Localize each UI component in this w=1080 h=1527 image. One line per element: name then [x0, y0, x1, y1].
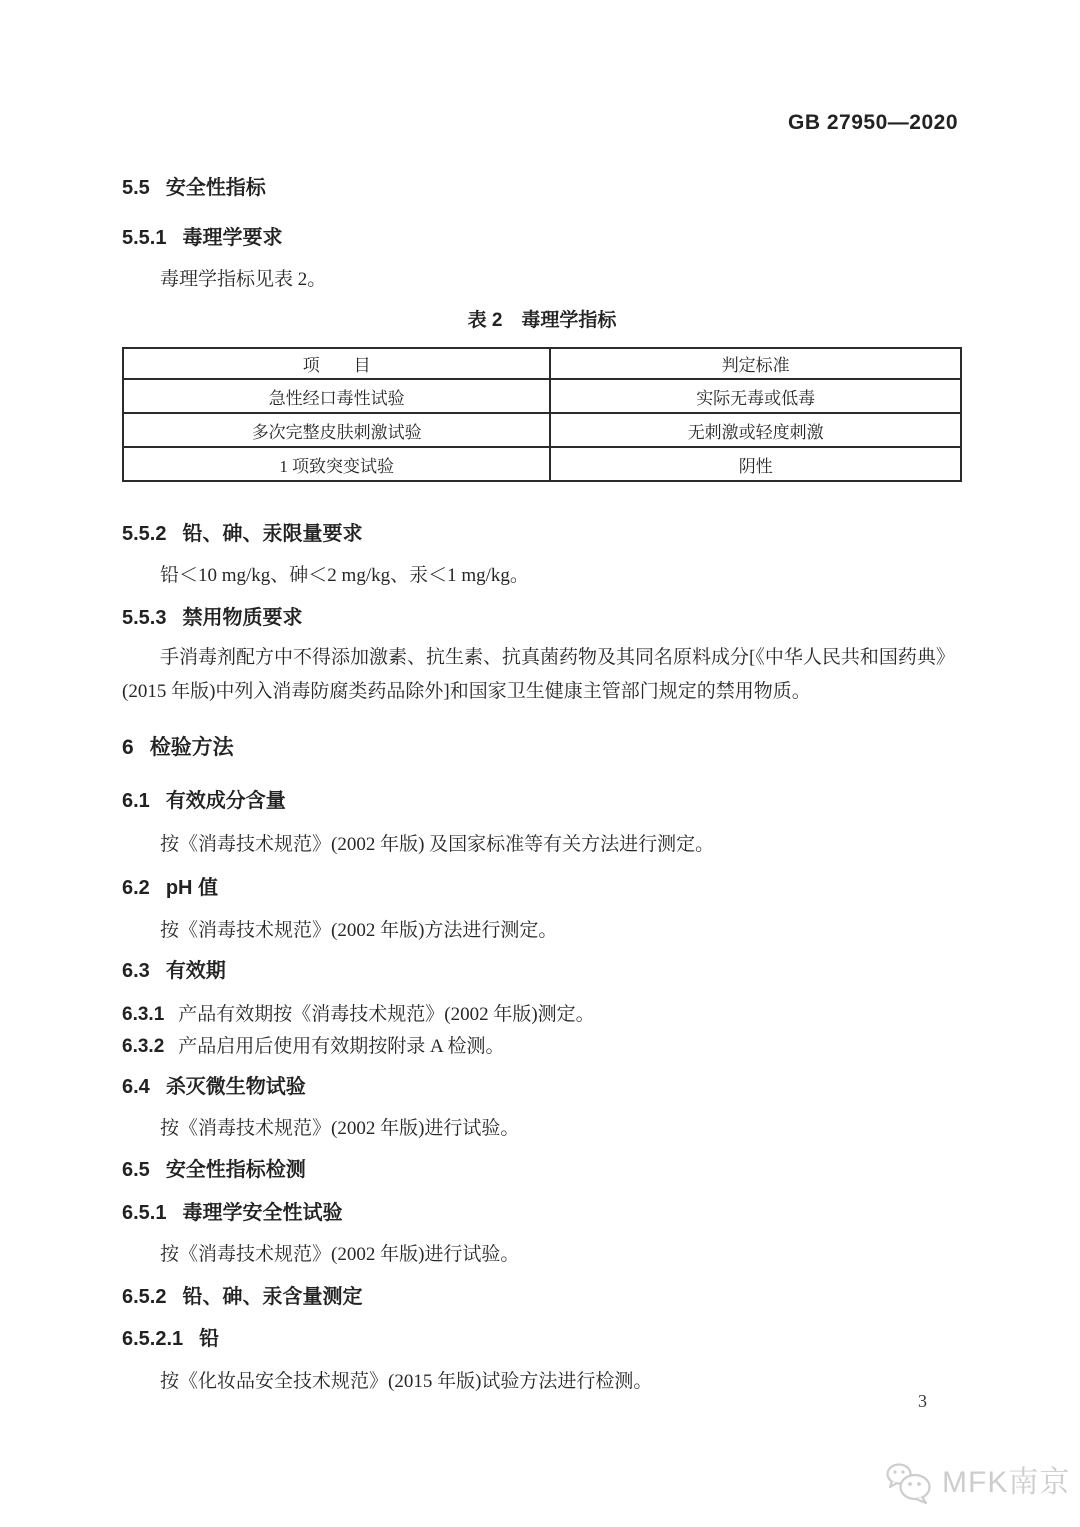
- section-heading-6-5-1: [122, 1203, 342, 1223]
- section-title: 铅: [199, 1328, 220, 1350]
- section-heading-5-5-3: [122, 608, 302, 628]
- section-title: 安全性指标: [165, 177, 266, 199]
- section-title: 杀灭微生物试验: [165, 1076, 306, 1098]
- section-number: 6: [122, 736, 134, 759]
- section-title: 安全性指标检测: [165, 1159, 306, 1181]
- page-number: 3: [918, 1391, 927, 1411]
- section-heading-6-5: [122, 1160, 306, 1180]
- section-title: 禁用物质要求: [182, 607, 303, 629]
- table-2-toxicology: [122, 347, 962, 482]
- section-title: pH 值: [165, 877, 219, 899]
- table-row: [123, 413, 961, 447]
- watermark: [884, 1460, 1070, 1506]
- paragraph-lead-test: 按《化妆品安全技术规范》(2015 年版)试验方法进行检测。: [160, 1371, 653, 1392]
- clause-text: 产品启用后使用有效期按附录 A 检测。: [178, 1036, 505, 1057]
- section-heading-5-5-1: [122, 228, 282, 248]
- section-number: 6.3: [122, 960, 150, 982]
- section-heading-6-1: [122, 791, 286, 811]
- table-header-row: [123, 348, 961, 379]
- table-row: [123, 379, 961, 413]
- clause-6-3-1: [122, 1005, 962, 1024]
- clause-text: 产品有效期按《消毒技术规范》(2002 年版)测定。: [178, 1004, 595, 1025]
- section-number: 5.5.1: [122, 227, 167, 249]
- clause-number: 6.3.1: [122, 1004, 165, 1025]
- section-title: 铅、砷、汞含量测定: [182, 1286, 363, 1308]
- table-cell: 多次完整皮肤刺激试验: [123, 413, 550, 447]
- section-title: 铅、砷、汞限量要求: [182, 523, 363, 545]
- watermark-text: MFK南京: [942, 1466, 1071, 1499]
- section-title: 检验方法: [149, 736, 234, 759]
- table-cell: 无刺激或轻度刺激: [550, 413, 961, 447]
- section-number: 5.5.2: [122, 523, 167, 545]
- section-heading-5-5: [122, 178, 266, 198]
- document-code: GB 27950—2020: [788, 111, 958, 134]
- section-number: 6.5.2: [122, 1286, 167, 1308]
- section-number: 5.5: [122, 177, 150, 199]
- table-cell: 急性经口毒性试验: [123, 379, 550, 413]
- section-number: 6.5: [122, 1159, 150, 1181]
- section-number: 6.5.2.1: [122, 1328, 184, 1350]
- table-cell: 实际无毒或低毒: [550, 379, 961, 413]
- paragraph-line: 手消毒剂配方中不得添加激素、抗生素、抗真菌药物及其同名原料成分[《中华人民共和国药典》: [160, 647, 955, 668]
- section-number: 6.4: [122, 1076, 150, 1098]
- wechat-icon: [884, 1460, 936, 1506]
- table-caption: 表 2 毒理学指标: [467, 310, 617, 331]
- clause-6-3-2: [122, 1037, 962, 1056]
- section-number: 6.5.1: [122, 1202, 167, 1224]
- section-title: 有效成分含量: [165, 790, 286, 812]
- paragraph-limits: 铅＜10 mg/kg、砷＜2 mg/kg、汞＜1 mg/kg。: [160, 565, 529, 586]
- section-title: 毒理学安全性试验: [182, 1202, 343, 1224]
- paragraph-toxicology-safety-test: 按《消毒技术规范》(2002 年版)进行试验。: [160, 1244, 520, 1265]
- table-header-criterion: 判定标准: [550, 348, 961, 379]
- clause-number: 6.3.2: [122, 1036, 165, 1057]
- section-heading-6-5-2: [122, 1287, 362, 1307]
- paragraph-prohibited-substances: [122, 641, 962, 709]
- section-number: 5.5.3: [122, 607, 167, 629]
- table-cell: 1 项致突变试验: [123, 447, 550, 481]
- section-number: 6.1: [122, 790, 150, 812]
- paragraph-line: (2015 年版)中列入消毒防腐类药品除外]和国家卫生健康主管部门规定的禁用物质。: [122, 681, 811, 702]
- section-heading-6-4: [122, 1077, 306, 1097]
- table-header-item: 项 目: [123, 348, 550, 379]
- paragraph-microbial-test: 按《消毒技术规范》(2002 年版)进行试验。: [160, 1118, 520, 1139]
- table-row: [123, 447, 961, 481]
- section-title: 毒理学要求: [182, 227, 283, 249]
- section-heading-6-3: [122, 961, 226, 981]
- paragraph-active-ingredient: 按《消毒技术规范》(2002 年版) 及国家标准等有关方法进行测定。: [160, 834, 715, 855]
- section-title: 有效期: [165, 960, 226, 982]
- section-heading-6-2: [122, 878, 218, 898]
- paragraph-ph: 按《消毒技术规范》(2002 年版)方法进行测定。: [160, 920, 558, 941]
- section-heading-5-5-2: [122, 524, 362, 544]
- table-cell: 阴性: [550, 447, 961, 481]
- section-number: 6.2: [122, 877, 150, 899]
- paragraph-toxicology-ref: 毒理学指标见表 2。: [160, 269, 327, 290]
- section-heading-6: [122, 737, 234, 758]
- section-heading-6-5-2-1: [122, 1329, 219, 1349]
